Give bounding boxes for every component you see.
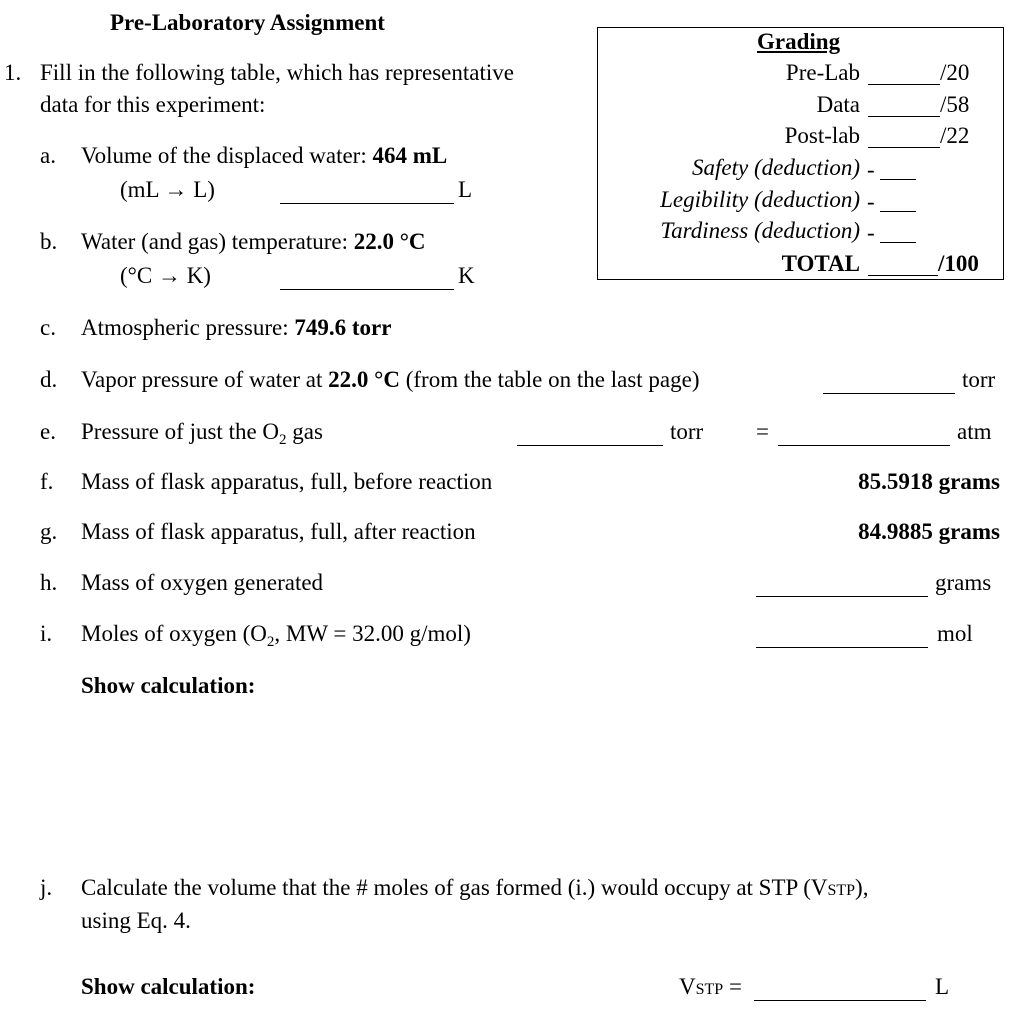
item-h-text: Mass of oxygen generated [81,570,324,595]
item-f-value: 85.5918 grams [858,469,1000,494]
item-d-value: 22.0 °C [328,367,400,392]
item-j-show-calculation: Show calculation: [81,974,256,999]
item-b-letter: b. [40,229,58,254]
grading-tardiness-dash: - [867,220,875,245]
item-b-text: Water (and gas) temperature: 22.0 °C [81,229,426,254]
item-i-unit: mol [937,621,973,646]
grading-prelab-label: Pre-Lab [785,60,860,85]
item-j-letter: j. [40,875,53,900]
item-e-unit-atm: atm [957,419,992,444]
item-j-vstp-label: VSTP = [679,974,742,999]
grading-total-label: TOTAL [781,251,860,276]
item-e-unit-torr: torr [670,419,704,444]
item-e-letter: e. [40,419,56,444]
grading-data-label: Data [816,92,860,117]
grading-prelab-blank[interactable] [868,64,940,85]
item-c-text: Atmospheric pressure: 749.6 torr [81,315,392,340]
item-g-letter: g. [40,519,58,544]
item-e-text: Pressure of just the $O_2$ gas [81,419,323,448]
item-h-letter: h. [40,570,58,595]
item-j-blank[interactable] [754,978,926,1001]
item-i-text: Moles of oxygen ($O_2$, MW = 32.00 g/mol) [81,621,471,650]
grading-tardiness-label: Tardiness (deduction) [660,218,860,243]
item-c-letter: c. [40,315,56,340]
grading-postlab-max: /22 [940,123,970,148]
grading-tardiness-blank[interactable] [880,222,916,243]
grading-legibility-label: Legibility (deduction) [660,187,860,212]
item-b-unit: K [458,263,475,288]
grading-data-blank[interactable] [868,96,940,117]
item-e-atm-blank[interactable] [778,423,950,446]
grading-data-max: /58 [940,92,970,117]
grading-postlab-blank[interactable] [868,127,940,148]
question-intro-line2: data for this experiment: [40,92,266,117]
item-a-conversion: (mL → L) [120,177,215,202]
question-intro-line1: Fill in the following table, which has representative [40,60,514,85]
item-b-blank[interactable] [280,267,454,290]
item-a-unit: L [458,177,473,202]
item-b-conversion: (°C → K) [120,263,211,288]
item-f-text: Mass of flask apparatus, full, before reaction [81,469,493,494]
item-f-letter: f. [40,469,54,494]
item-d-unit: torr [962,367,996,392]
grading-legibility-blank[interactable] [880,191,916,212]
item-g-value: 84.9885 grams [858,519,1000,544]
item-d-text: Vapor pressure of water at 22.0 °C (from the table on the last page) [81,367,700,392]
item-i-show-calculation: Show calculation: [81,673,256,698]
page-title: Pre-Laboratory Assignment [110,10,385,35]
grading-total-blank[interactable] [868,255,938,276]
item-j-unit: L [935,974,950,999]
grading-prelab-max: /20 [940,60,970,85]
item-a-value: 464 mL [372,143,448,168]
item-a-text: Volume of the displaced water: 464 mL [81,143,448,168]
item-a-letter: a. [40,143,56,168]
item-i-blank[interactable] [756,625,928,648]
item-j-line1: Calculate the volume that the # moles of gas formed (i.) would occupy at STP (VSTP), [81,875,869,900]
item-c-value: 749.6 torr [294,315,392,340]
item-h-blank[interactable] [756,574,928,597]
item-b-value: 22.0 °C [353,229,426,254]
item-g-text: Mass of flask apparatus, full, after reaction [81,519,476,544]
item-d-blank[interactable] [823,371,955,394]
item-h-unit: grams [935,570,992,595]
grading-safety-dash: - [867,157,875,182]
item-e-equals: = [756,419,769,444]
item-i-letter: i. [40,621,53,646]
grading-total-max: /100 [938,251,979,276]
grading-legibility-dash: - [867,189,875,214]
grading-postlab-label: Post-lab [784,123,860,148]
item-j-line2: using Eq. 4. [81,908,191,933]
item-d-letter: d. [40,367,58,392]
item-a-blank[interactable] [280,181,454,204]
grading-heading: Grading [757,29,841,54]
item-e-torr-blank[interactable] [517,423,663,446]
grading-safety-label: Safety (deduction) [692,155,860,180]
question-number: 1. [4,60,22,85]
grading-safety-blank[interactable] [880,159,916,180]
